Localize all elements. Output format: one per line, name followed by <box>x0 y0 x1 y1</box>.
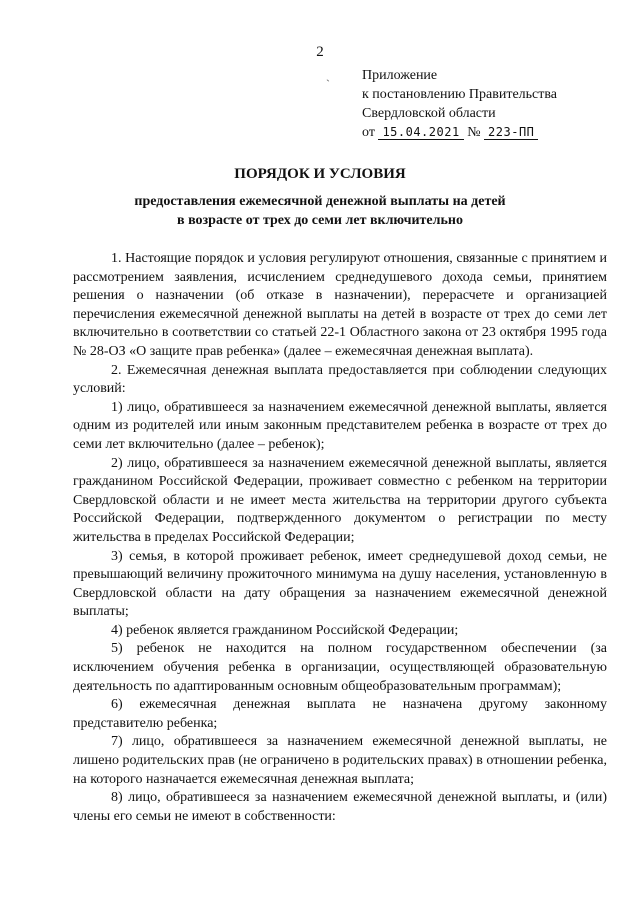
decree-date: 15.04.2021 <box>378 125 463 140</box>
body-text <box>73 250 607 826</box>
appendix-date-line <box>362 123 622 142</box>
date-prefix: от <box>362 125 375 140</box>
appendix-line-3: Свердловской области <box>362 106 496 121</box>
paragraph: 3) семья, в которой проживает ребенок, имеет среднедушевой доход семьи, не превышающий величину прожиточного минимума на душу населения, установленную в Свердловской области на дату обращения за назначением ежемесячной денежной выплаты; <box>73 548 607 620</box>
paragraph: 4) ребенок является гражданином Российской Федерации; <box>111 622 459 638</box>
paragraph: 1) лицо, обратившееся за назначением ежемесячной денежной выплаты, является одним из родителей или иным законным представителем ребенка в возрасте от трех до семи лет включительно (далее – ребенок); <box>73 399 607 452</box>
document-subtitle-line-2: в возрасте от трех до семи лет включительно <box>177 213 463 228</box>
paragraph: 2) лицо, обратившееся за назначением ежемесячной денежной выплаты, является гражданином Российской Федерации, проживает совместно с ребенком на территории Свердловской области и не имеет места жительства на территории другого субъекта Российской Федерации, подтвержденного документом о регистрации по месту жительства в пределах Российской Федерации; <box>73 455 607 545</box>
paragraph: 6) ежемесячная денежная выплата не назначена другому законному представителю ребенка; <box>73 697 607 731</box>
paragraph: 5) ребенок не находится на полном государственном обеспечении (за исключением обучения ребенка в организации, осуществляющей образовательную деятельность по адаптированным основным общеобразовательным программам); <box>73 641 607 694</box>
paragraph: 2. Ежемесячная денежная выплата предоставляется при соблюдении следующих условий: <box>73 362 607 397</box>
decree-number: 223-ПП <box>484 125 538 140</box>
appendix-block <box>362 66 622 142</box>
paragraph: 7) лицо, обратившееся за назначением ежемесячной денежной выплаты, не лишено родительских прав (не ограничено в родительских правах) в отношении ребенка, на которого назначается ежемесячная денежная выплата; <box>73 734 607 787</box>
paragraph: 8) лицо, обратившееся за назначением ежемесячной денежной выплаты, и (или) члены его семьи не имеют в собственности: <box>73 790 607 824</box>
document-subtitle-line-1: предоставления ежемесячной денежной выплаты на детей <box>134 194 506 209</box>
title-block <box>40 164 600 230</box>
paragraph: 1. Настоящие порядок и условия регулируют отношения, связанные с принятием и рассмотрением заявления, исчислением среднедушевого дохода семьи, принятием решения о назначении (об отказе в назначении), перерасчете и организацией перечисления ежемесячной денежной выплаты на детей в возрасте от трех до семи лет включительно в соответствии со статьей 22-1 Областного закона от 23 октября 1995 года № 28-ОЗ «О защите прав ребенка» (далее – ежемесячная денежная выплата). <box>73 251 607 359</box>
number-prefix: № <box>467 125 481 140</box>
appendix-line-1: Приложение <box>362 68 438 83</box>
appendix-line-2: к постановлению Правительства <box>362 87 558 102</box>
document-title: ПОРЯДОК И УСЛОВИЯ <box>234 166 406 182</box>
page-number: 2 <box>316 44 324 60</box>
stray-mark: ˏ <box>326 68 330 82</box>
